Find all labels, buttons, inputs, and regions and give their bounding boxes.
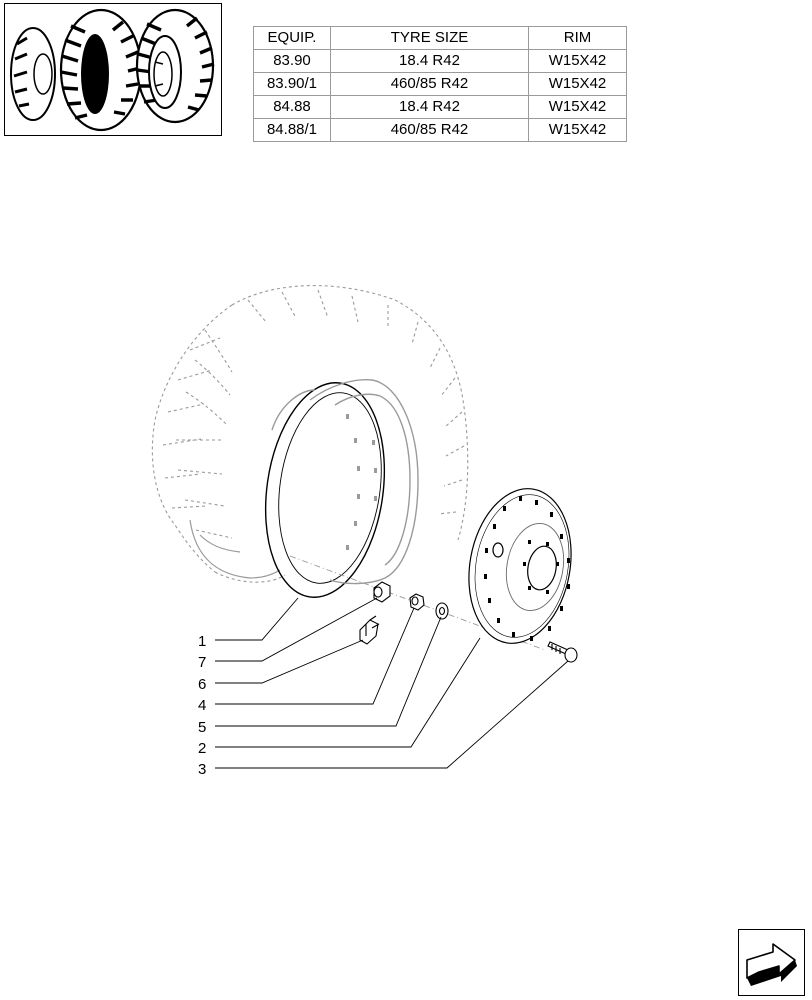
- callout-4: 4: [198, 697, 207, 714]
- cell-equip: 83.90: [254, 50, 331, 73]
- rim: [253, 375, 418, 605]
- header-tyre-size: TYRE SIZE: [331, 27, 529, 50]
- cell-rim: W15X42: [529, 50, 627, 73]
- cell-tyre-size: 460/85 R42: [331, 73, 529, 96]
- cell-equip: 83.90/1: [254, 73, 331, 96]
- callout-2: 2: [198, 740, 207, 757]
- cell-rim: W15X42: [529, 73, 627, 96]
- header-rim: RIM: [529, 27, 627, 50]
- washer-part: [436, 603, 448, 619]
- wheel-disc: [457, 481, 583, 652]
- next-page-button[interactable]: [738, 929, 805, 996]
- spacer-part: [374, 582, 390, 602]
- cell-equip: 84.88/1: [254, 119, 331, 142]
- callout-3: 3: [198, 761, 207, 778]
- callout-1: 1: [198, 633, 207, 650]
- cell-rim: W15X42: [529, 119, 627, 142]
- cell-tyre-size: 18.4 R42: [331, 50, 529, 73]
- wheel-bolt-part: [548, 642, 577, 662]
- cell-tyre-size: 460/85 R42: [331, 119, 529, 142]
- header-equip: EQUIP.: [254, 27, 331, 50]
- callout-6: 6: [198, 676, 207, 693]
- callout-7: 7: [198, 654, 207, 671]
- next-page-arrow-icon: [739, 930, 803, 994]
- nut-part: [410, 594, 424, 610]
- cell-tyre-size: 18.4 R42: [331, 96, 529, 119]
- cell-equip: 84.88: [254, 96, 331, 119]
- tyre-phantom-outline: [152, 286, 467, 583]
- callout-5: 5: [198, 719, 207, 736]
- cell-rim: W15X42: [529, 96, 627, 119]
